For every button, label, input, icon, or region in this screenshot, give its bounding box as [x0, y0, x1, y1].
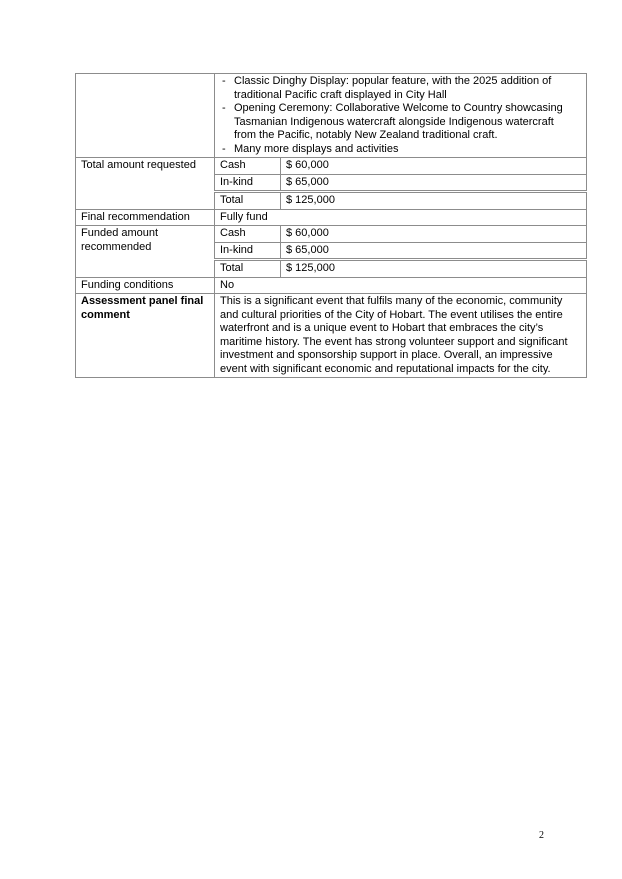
list-item: - Classic Dinghy Display: popular feature, with the 2025 addition of traditional Pacific craft displayed in City Hall [220, 75, 577, 102]
funded-total-type: Total [215, 260, 281, 278]
requested-total-type: Total [215, 192, 281, 210]
funded-cash-type: Cash [215, 226, 281, 243]
empty-label-cell [76, 74, 215, 158]
requested-label: Total amount requested [76, 158, 215, 210]
list-item: - Many more displays and activities [220, 143, 577, 157]
requested-inkind-type: In-kind [215, 174, 281, 192]
comment-text: This is a significant event that fulfils many of the economic, community and cultural priorities of the City of Hobart. The event utilises the entire waterfront and is a unique event to Hobart that embraces the city’s maritime history. The event has strong volunteer support and significant investment and sponsorship support in place. Overall, an impressive event with significant economic and reputational impacts for the city. [215, 294, 587, 378]
conditions-row [76, 277, 587, 294]
conditions-label: Funding conditions [76, 277, 215, 294]
requested-total-amount: $ 125,000 [281, 192, 587, 210]
page-number: 2 [539, 830, 544, 841]
requested-cash-amount: $ 60,000 [281, 158, 587, 175]
recommendation-label: Final recommendation [76, 209, 215, 226]
activities-row [76, 74, 587, 158]
funded-inkind-type: In-kind [215, 242, 281, 260]
list-item: - Opening Ceremony: Collaborative Welcome to Country showcasing Tasmanian Indigenous watercraft alongside Indigenous watercraft from the Pacific, notably New Zealand traditional craft. [220, 102, 577, 143]
requested-cash-type: Cash [215, 158, 281, 175]
funded-cash-amount: $ 60,000 [281, 226, 587, 243]
conditions-value: No [215, 277, 587, 294]
funded-inkind-amount: $ 65,000 [281, 242, 587, 260]
activities-list [220, 75, 581, 156]
comment-row [76, 294, 587, 378]
comment-label: Assessment panel final comment [76, 294, 215, 378]
requested-row-cash [76, 158, 587, 175]
funded-label: Funded amount recommended [76, 226, 215, 278]
recommendation-row [76, 209, 587, 226]
funded-total-amount: $ 125,000 [281, 260, 587, 278]
requested-inkind-amount: $ 65,000 [281, 174, 587, 192]
funded-row-cash [76, 226, 587, 243]
assessment-table [75, 73, 587, 378]
activities-cell [215, 74, 587, 158]
recommendation-value: Fully fund [215, 209, 587, 226]
